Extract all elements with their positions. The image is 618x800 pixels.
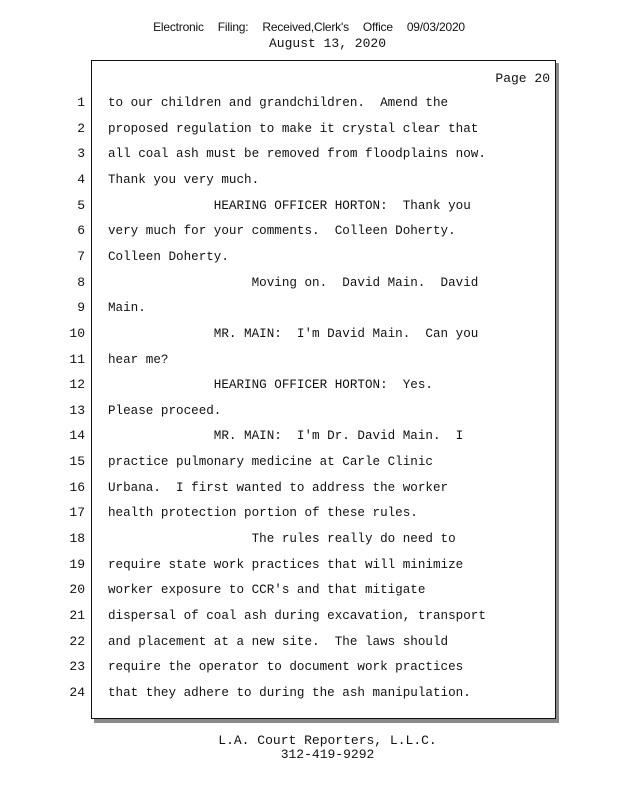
transcript-line: that they adhere to during the ash manipulation. (108, 686, 471, 700)
filing-stamp (0, 20, 618, 34)
transcript-line: Moving on. David Main. David (108, 276, 479, 290)
line-number: 18 (69, 531, 85, 546)
transcript-line: health protection portion of these rules. (108, 506, 418, 520)
transcript-line: hear me? (108, 353, 169, 367)
line-number: 21 (69, 608, 85, 623)
transcript-line: Main. (108, 301, 146, 315)
line-number: 19 (69, 557, 85, 572)
stamp-word: Received,Clerk's (262, 20, 349, 34)
transcript-line: HEARING OFFICER HORTON: Yes. (108, 378, 433, 392)
line-number: 7 (77, 249, 85, 264)
line-number: 9 (77, 300, 85, 315)
stamp-word: Filing: (217, 20, 249, 34)
line-number: 24 (69, 685, 85, 700)
line-number: 11 (69, 352, 85, 367)
page-number: Page 20 (495, 71, 550, 86)
transcript-line: MR. MAIN: I'm David Main. Can you (108, 327, 479, 341)
line-number: 22 (69, 634, 85, 649)
line-number: 5 (77, 198, 85, 213)
hearing-date: August 13, 2020 (268, 36, 387, 51)
transcript-line: require the operator to document work practices (108, 660, 464, 674)
stamp-word: Office (362, 20, 393, 34)
stamp-word: Electronic (153, 20, 204, 34)
line-number: 13 (69, 403, 85, 418)
line-number: 15 (69, 454, 85, 469)
line-number: 1 (77, 95, 85, 110)
transcript-line: Colleen Doherty. (108, 250, 229, 264)
line-number: 3 (77, 146, 85, 161)
transcript-line: to our children and grandchildren. Amend the (108, 96, 449, 110)
transcript-line: Urbana. I first wanted to address the worker (108, 481, 449, 495)
reporter-phone: 312-419-9292 (280, 747, 375, 762)
transcript-line: dispersal of coal ash during excavation, transport (108, 609, 486, 623)
line-number: 2 (77, 121, 85, 136)
line-number: 10 (69, 326, 85, 341)
transcript-line: all coal ash must be removed from floodplains now. (108, 147, 486, 161)
line-number: 20 (69, 582, 85, 597)
transcript-line: practice pulmonary medicine at Carle Clinic (108, 455, 433, 469)
transcript-line: HEARING OFFICER HORTON: Thank you (108, 199, 471, 213)
stamp-word: 09/03/2020 (406, 20, 465, 34)
line-number: 14 (69, 428, 85, 443)
line-number: 17 (69, 505, 85, 520)
transcript-line: very much for your comments. Colleen Doherty. (108, 224, 456, 238)
line-number: 16 (69, 480, 85, 495)
transcript-line: proposed regulation to make it crystal clear that (108, 122, 479, 136)
transcript-line: Thank you very much. (108, 173, 260, 187)
transcript-line: require state work practices that will minimize (108, 558, 464, 572)
line-number: 12 (69, 377, 85, 392)
transcript-line: MR. MAIN: I'm Dr. David Main. I (108, 429, 464, 443)
line-number: 23 (69, 659, 85, 674)
transcript-line: worker exposure to CCR's and that mitigate (108, 583, 426, 597)
transcript-line: Please proceed. (108, 404, 222, 418)
line-number: 4 (77, 172, 85, 187)
transcript-line: The rules really do need to (108, 532, 456, 546)
line-number: 8 (77, 275, 85, 290)
transcript-line: and placement at a new site. The laws should (108, 635, 449, 649)
line-number: 6 (77, 223, 85, 238)
reporter-company: L.A. Court Reporters, L.L.C. (218, 733, 437, 748)
